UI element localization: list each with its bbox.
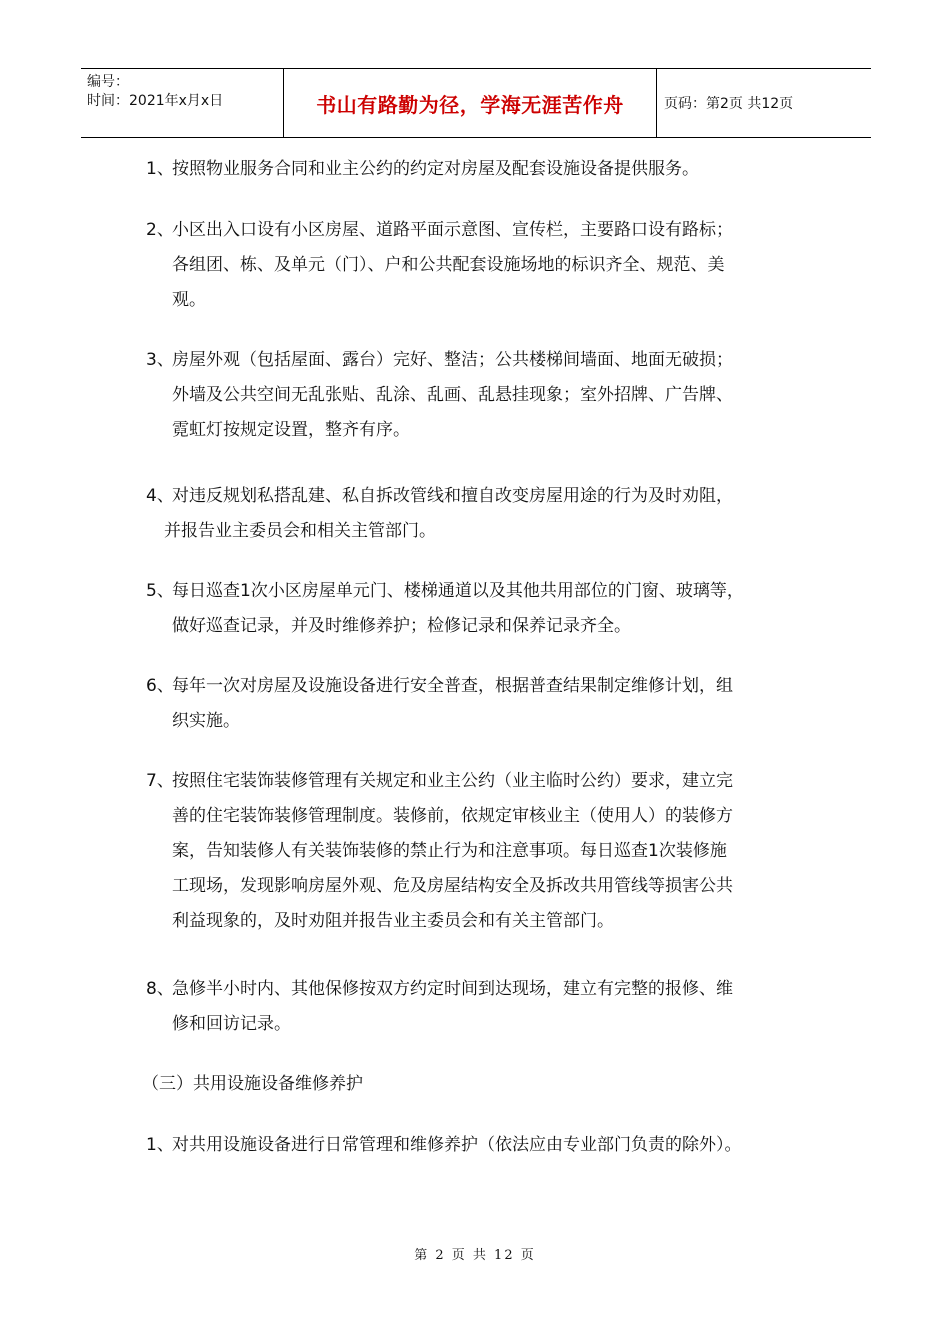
item-text-line: 利益现象的，及时劝阻并报告业主委员会和有关主管部门。 bbox=[172, 911, 614, 931]
item-text-line: 按照物业服务合同和业主公约的约定对房屋及配套设施设备提供服务。 bbox=[172, 159, 699, 179]
item-text-line: 外墙及公共空间无乱张贴、乱涂、乱画、乱悬挂现象；室外招牌、广告牌、 bbox=[172, 385, 733, 405]
item-text-line: 做好巡查记录，并及时维修养护；检修记录和保养记录齐全。 bbox=[172, 616, 631, 636]
item-number: 5、 bbox=[146, 581, 174, 601]
header-page-number: 页码：第2页 共12页 bbox=[664, 96, 794, 112]
document-date-label: 时间：2021年x月x日 bbox=[87, 93, 224, 109]
item-text-line: 案，告知装修人有关装饰装修的禁止行为和注意事项。每日巡查1次装修施 bbox=[172, 841, 727, 861]
item-text-line: 修和回访记录。 bbox=[172, 1014, 291, 1034]
item-text-line: 并报告业主委员会和相关主管部门。 bbox=[164, 521, 436, 541]
item-number: 3、 bbox=[146, 350, 174, 370]
item-text-line: 织实施。 bbox=[172, 711, 240, 731]
item-text-line: 工现场，发现影响房屋外观、危及房屋结构安全及拆改共用管线等损害公共 bbox=[172, 876, 733, 896]
item-number: 2、 bbox=[146, 220, 174, 240]
header-motto: 书山有路勤为径，学海无涯苦作舟 bbox=[316, 92, 624, 117]
item-number: 8、 bbox=[146, 979, 174, 999]
item-text-line: 对违反规划私搭乱建、私自拆改管线和擅自改变房屋用途的行为及时劝阻， bbox=[172, 486, 733, 506]
item-text-line: 对共用设施设备进行日常管理和维修养护（依法应由专业部门负责的除外）。 bbox=[172, 1135, 742, 1155]
item-text-line: 急修半小时内、其他保修按双方约定时间到达现场，建立有完整的报修、维 bbox=[172, 979, 733, 999]
item-number: 1、 bbox=[146, 1135, 174, 1155]
item-text-line: 善的住宅装饰装修管理制度。装修前，依规定审核业主（使用人）的装修方 bbox=[172, 806, 733, 826]
item-text-line: 各组团、栋、及单元（门）、户和公共配套设施场地的标识齐全、规范、美 bbox=[172, 255, 725, 275]
page-header bbox=[81, 68, 871, 138]
item-text-line: 观。 bbox=[172, 290, 206, 310]
header-page-cell bbox=[657, 69, 878, 137]
item-number: 7、 bbox=[146, 771, 174, 791]
item-number: 6、 bbox=[146, 676, 174, 696]
header-info-cell bbox=[81, 69, 284, 137]
header-motto-cell bbox=[284, 69, 657, 137]
page-footer: 第 2 页 共 12 页 bbox=[414, 1248, 536, 1263]
section-subheading: （三）共用设施设备维修养护 bbox=[142, 1074, 363, 1094]
item-text-line: 房屋外观（包括屋面、露台）完好、整洁；公共楼梯间墙面、地面无破损； bbox=[172, 350, 733, 370]
item-text-line: 每年一次对房屋及设施设备进行安全普查，根据普查结果制定维修计划，组 bbox=[172, 676, 733, 696]
item-number: 4、 bbox=[146, 486, 174, 506]
item-text-line: 按照住宅装饰装修管理有关规定和业主公约（业主临时公约）要求，建立完 bbox=[172, 771, 733, 791]
item-text-line: 每日巡查1次小区房屋单元门、楼梯通道以及其他共用部位的门窗、玻璃等， bbox=[172, 581, 744, 601]
item-number: 1、 bbox=[146, 159, 174, 179]
document-number-label: 编号： bbox=[87, 74, 129, 90]
item-text-line: 霓虹灯按规定设置，整齐有序。 bbox=[172, 420, 410, 440]
item-text-line: 小区出入口设有小区房屋、道路平面示意图、宣传栏，主要路口设有路标； bbox=[172, 220, 733, 240]
